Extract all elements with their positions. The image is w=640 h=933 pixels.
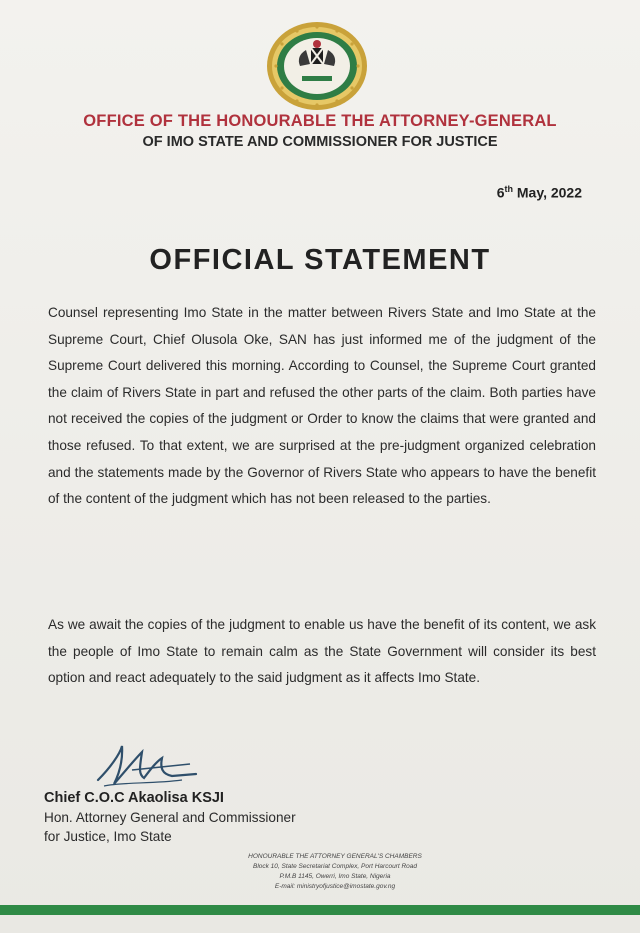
signatory-title: Hon. Attorney General and Commissioner for Justice, Imo State xyxy=(44,810,296,844)
body-paragraph-2: As we await the copies of the judgment to enable us have the benefit of its content, we ask the people of Imo State to remain calm as the State Government will consider its best option and react adequately to the said judgment as it affects Imo State. xyxy=(48,617,596,686)
footer-green-band xyxy=(0,905,640,915)
office-subheader: OF IMO STATE AND COMMISSIONER FOR JUSTICE xyxy=(142,134,498,150)
handwritten-signature-icon xyxy=(92,740,202,790)
footer-bottom-strip xyxy=(0,915,640,933)
footer-address: HONOURABLE THE ATTORNEY GENERAL'S CHAMBERS Block 10, State Secretariat Complex, Port Harcourt Road P.M.B 1145, Owerri, Imo State, Nigeria E-mail: ministryofjustice@imostate.gov.ng xyxy=(248,853,422,890)
office-header: OFFICE OF THE HONOURABLE THE ATTORNEY-GENERAL xyxy=(83,112,557,130)
body-paragraph-1: Counsel representing Imo State in the matter between Rivers State and Imo State at the Supreme Court, Chief Olusola Oke, SAN has just informed me of the judgment of the Supreme Court delivered this morning. According to Counsel, the Supreme Court granted the claim of Rivers State in part and refused the other parts of the claim. Both parties have not received the copies of the judgment or Order to know the claims that were granted and those refused. To that extent, we are surprised at the pre-judgment organized celebration and the statements made by the Governor of Rivers State who appears to have the benefit of the content of the judgment which has not been released to the parties. xyxy=(48,305,596,507)
letter-date: 6th May, 2022 xyxy=(496,184,582,201)
statement-title: OFFICIAL STATEMENT xyxy=(149,244,491,276)
imo-state-seal-icon xyxy=(262,18,372,114)
signatory-name: Chief C.O.C Akaolisa KSJI xyxy=(44,790,224,806)
